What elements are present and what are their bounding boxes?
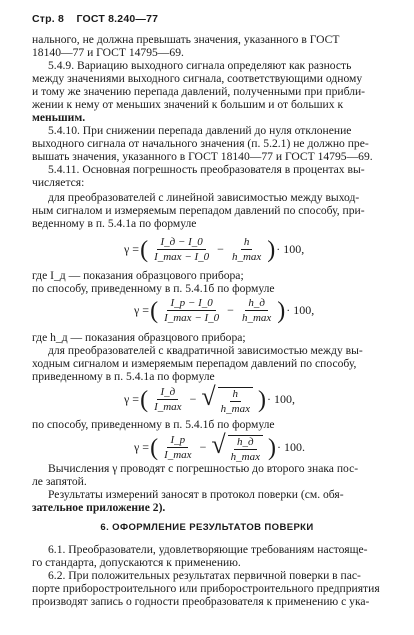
text-line: жении к нему от меньших значений к большим и от больших к: [32, 98, 344, 111]
text-line: для преобразователей с линейной зависимостью между выход-: [48, 191, 360, 204]
text-line: меньшим.: [32, 111, 86, 124]
text-line: Результаты измерений заносят в протокол поверки (см. обя-: [48, 488, 344, 501]
standard-code: ГОСТ 8.240—77: [76, 13, 159, 25]
text-line: ле запятой.: [32, 475, 87, 488]
text-line: 6.2. При положительных результатах первичной поверки в пас-: [48, 569, 361, 582]
formula-lhs: γ =: [124, 242, 140, 256]
formula-3: γ = ( $\frac{I\_д}{I\_\max}$ − √ $\frac{h}{h\_\max}$ ) · 100,: [124, 382, 295, 415]
fraction: $\frac{I\_р}{I\_\max}$: [164, 434, 192, 461]
text-line: приведенному в п. 5.4.1а по формуле: [32, 370, 215, 383]
text-line: где h_д — показания образцового прибора;: [32, 331, 246, 344]
text-line: 5.4.9. Вариацию выходного сигнала определяют как разность: [48, 59, 352, 72]
fraction: $\frac{I\_д - I\_0}{I\_\max - I\_0}$: [154, 236, 210, 263]
text-line: числяется:: [32, 176, 85, 189]
text-line: 5.4.10. При снижении перепада давлений до нуля отклонение: [48, 124, 352, 137]
text-line: 6.1. Преобразователи, удовлетворяющие требованиям настояще-: [48, 543, 368, 556]
text-line: нального, не должна превышать значения, указанного в ГОСТ: [32, 33, 340, 46]
text-line: порте приборостроительного или приборостроительного предприятия: [32, 582, 380, 595]
formula-tail: · 100,: [276, 242, 305, 256]
fraction: $\frac{I\_р - I\_0}{I\_\max - I\_0}$: [164, 297, 220, 324]
formula-4: γ = ( $\frac{I\_р}{I\_\max}$ − √ $\frac{h\_д}{h\_\max}$ ) · 100.: [134, 430, 305, 463]
text-line: вышать значения, указанного в ГОСТ 18140—77 и ГОСТ 14795—69.: [32, 150, 373, 163]
fraction: $\frac{h\_д}{h\_\max}$: [228, 435, 263, 463]
text-line: по способу, приведенному в п. 5.4.1б по формуле: [32, 418, 275, 431]
section-heading: 6. ОФОРМЛЕНИЕ РЕЗУЛЬТАТОВ ПОВЕРКИ: [100, 522, 314, 533]
text-line: выходного сигнала от начального значения (п. 5.2.1) не должно пре-: [32, 137, 369, 150]
square-root: √ $\frac{h}{h\_\max}$: [201, 384, 255, 415]
text-line: производят запись о годности преобразователя к применению с ука-: [32, 595, 370, 608]
formula-2: γ = ( $\frac{I\_р - I\_0}{I\_\max - I\_0}$ − $\frac{h\_д}{h\_\max}$ ) · 100,: [134, 297, 315, 324]
text-line: Вычисления γ проводят с погрешностью до второго знака пос-: [48, 462, 359, 475]
text-line: ным сигналом и измеряемым перепадом давлений по способу, при-: [32, 204, 365, 217]
fraction: $\frac{h}{h\_\max}$: [231, 236, 262, 263]
square-root: √ $\frac{h\_д}{h\_\max}$: [211, 432, 265, 463]
text-line: 18140—77 и ГОСТ 14795—69.: [32, 46, 184, 59]
text-line: по способу, приведенному в п. 5.4.1б по формуле: [32, 282, 275, 295]
text-line: для преобразователей с квадратичной зависимостью между вы-: [48, 344, 363, 357]
page-header: [32, 13, 158, 25]
text-line: го стандарта, допускаются к применению.: [32, 556, 241, 569]
text-line: ходным сигналом и измеряемым перепадом давлений по способу,: [32, 357, 357, 370]
fraction: $\frac{h\_д}{h\_\max}$: [241, 297, 272, 324]
text-line: и тому же значению перепада давлений, полученными при прибли-: [32, 85, 366, 98]
page-number: Стр. 8: [32, 13, 65, 25]
text-line: веденному в п. 5.4.1а по формуле: [32, 217, 197, 230]
formula-tail: · 100,: [266, 392, 295, 406]
fraction: $\frac{I\_д}{I\_\max}$: [154, 386, 182, 413]
text-line: зательное приложение 2).: [32, 501, 166, 514]
text-line: где I_д — показания образцового прибора;: [32, 269, 244, 282]
formula-lhs: γ =: [134, 303, 150, 317]
formula-tail: · 100,: [286, 303, 315, 317]
formula-1: γ = ( $\frac{I\_д - I\_0}{I\_\max - I\_0}$ − $\frac{h}{h\_\max}$ ) · 100,: [124, 236, 305, 263]
formula-lhs: γ =: [124, 392, 140, 406]
formula-lhs: γ =: [134, 440, 150, 454]
text-line: 5.4.11. Основная погрешность преобразователя в процентах вы-: [48, 163, 365, 176]
formula-tail: · 100.: [276, 440, 305, 454]
fraction: $\frac{h}{h\_\max}$: [218, 387, 253, 415]
text-line: между значениями выходного сигнала, соответствующими одному: [32, 72, 363, 85]
